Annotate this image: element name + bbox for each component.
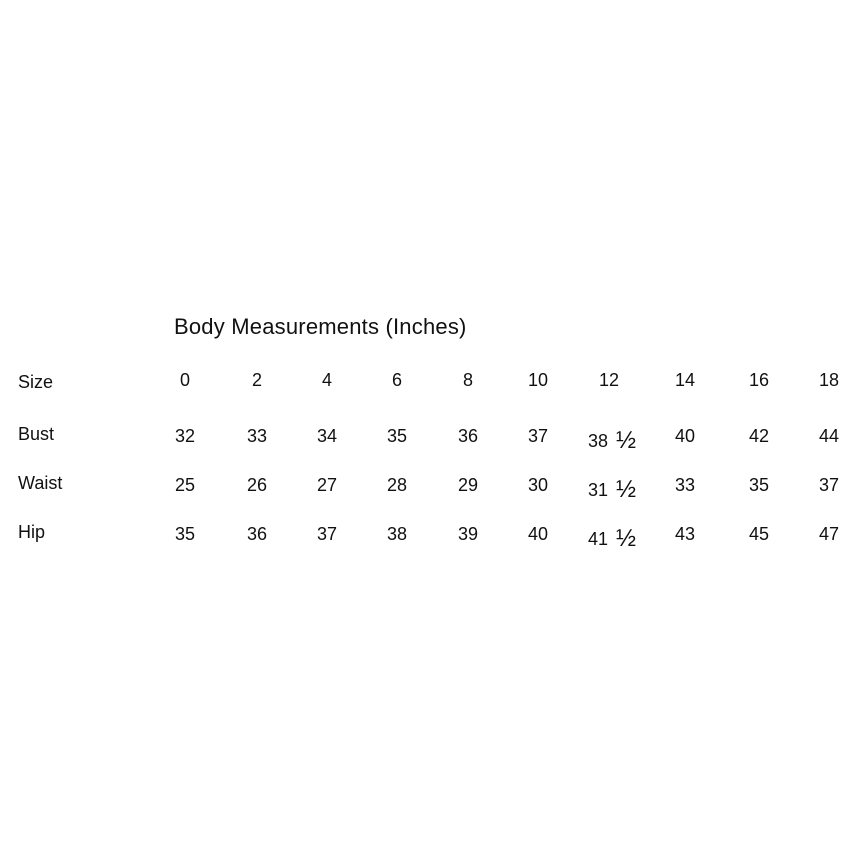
hip-value-cell: 36 <box>246 524 268 544</box>
hip-value-cell: 38 <box>386 524 408 544</box>
chart-title: Body Measurements (Inches) <box>174 314 467 339</box>
size-header-cell: 12 <box>598 370 620 390</box>
waist-value-cell: 33 <box>674 475 696 495</box>
size-header-cell: 4 <box>321 370 333 390</box>
bust-value-cell: 36 <box>457 426 479 446</box>
size-header-cell: 10 <box>527 370 549 390</box>
size-header-cell: 0 <box>179 370 191 390</box>
hip-row-label: Hip <box>18 522 46 542</box>
bust-value-cell: 35 <box>386 426 408 446</box>
hip-value-cell: 40 <box>527 524 549 544</box>
bust-value-cell: 40 <box>674 426 696 446</box>
size-row-label: Size <box>18 372 54 392</box>
waist-value-cell: 28 <box>386 475 408 495</box>
hip-value-cell: 41 ½ <box>587 525 637 552</box>
waist-value-cell: 26 <box>246 475 268 495</box>
size-header-cell: 16 <box>748 370 770 390</box>
waist-row-label: Waist <box>18 473 63 493</box>
hip-value-cell: 39 <box>457 524 479 544</box>
bust-value-cell: 38 ½ <box>587 427 637 454</box>
bust-value-cell: 42 <box>748 426 770 446</box>
hip-value-cell: 45 <box>748 524 770 544</box>
bust-value-cell: 44 <box>818 426 840 446</box>
bust-value-cell: 34 <box>316 426 338 446</box>
size-header-cell: 8 <box>462 370 474 390</box>
hip-value-cell: 43 <box>674 524 696 544</box>
waist-value-cell: 29 <box>457 475 479 495</box>
size-header-cell: 2 <box>251 370 263 390</box>
waist-value-cell: 31 ½ <box>587 476 637 503</box>
hip-value-cell: 47 <box>818 524 840 544</box>
waist-value-cell: 27 <box>316 475 338 495</box>
size-header-cell: 18 <box>818 370 840 390</box>
waist-value-cell: 30 <box>527 475 549 495</box>
hip-value-cell: 37 <box>316 524 338 544</box>
waist-value-cell: 25 <box>174 475 196 495</box>
waist-value-cell: 35 <box>748 475 770 495</box>
bust-value-cell: 33 <box>246 426 268 446</box>
bust-value-cell: 32 <box>174 426 196 446</box>
bust-value-cell: 37 <box>527 426 549 446</box>
size-header-cell: 6 <box>391 370 403 390</box>
hip-value-cell: 35 <box>174 524 196 544</box>
size-header-cell: 14 <box>674 370 696 390</box>
bust-row-label: Bust <box>18 424 55 444</box>
waist-value-cell: 37 <box>818 475 840 495</box>
